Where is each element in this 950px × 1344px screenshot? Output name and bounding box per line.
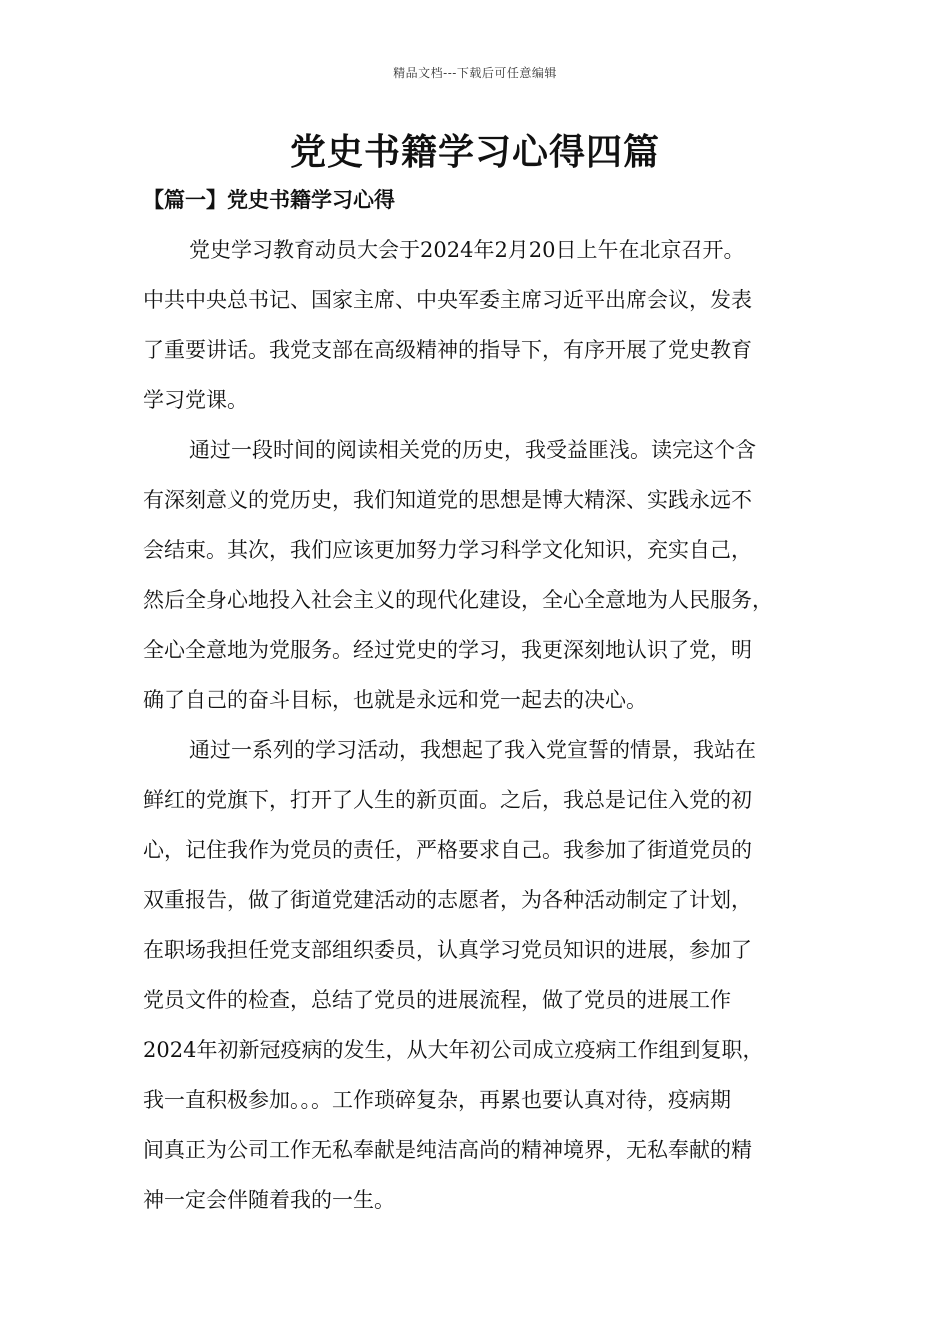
paragraph-3-line: 党员文件的检查，总结了党员的进展流程，做了党员的进展工作: [143, 988, 731, 1012]
paragraph-2-line: 通过一段时间的阅读相关党的历史，我受益匪浅。读完这个含: [189, 438, 756, 462]
paragraph-2-line: 会结束。其次，我们应该更加努力学习科学文化知识，充实自己，: [143, 538, 752, 562]
section-heading: 【篇一】党史书籍学习心得: [143, 187, 395, 212]
paragraph-3-line: 2024年初新冠疫病的发生，从大年初公司成立疫病工作组到复职，: [143, 1038, 764, 1062]
paragraph-2-line: 有深刻意义的党历史，我们知道党的思想是博大精深、实践永远不: [143, 488, 752, 512]
paragraph-1-line: 学习党课。: [143, 388, 248, 412]
paragraph-3-line: 鲜红的党旗下，打开了人生的新页面。之后，我总是记住入党的初: [143, 788, 752, 812]
paragraph-1-line: 中共中央总书记、国家主席、中央军委主席习近平出席会议，发表: [143, 288, 752, 312]
document-title: 党史书籍学习心得四篇: [289, 131, 660, 173]
paragraph-2-line: 全心全意地为党服务。经过党史的学习，我更深刻地认识了党，明: [143, 638, 752, 662]
header-note: 精品文档---下载后可任意编辑: [393, 66, 557, 80]
paragraph-3-line: 我一直积极参加。。。工作琐碎复杂，再累也要认真对待，疫病期: [143, 1088, 731, 1112]
paragraph-3-line: 双重报告，做了街道党建活动的志愿者，为各种活动制定了计划，: [143, 888, 752, 912]
body-text: [143, 232, 823, 1232]
paragraph-1-line: 了重要讲话。我党支部在高级精神的指导下，有序开展了党史教育: [143, 338, 752, 362]
paragraph-3-line: 间真正为公司工作无私奉献是纯洁高尚的精神境界，无私奉献的精: [143, 1138, 752, 1162]
paragraph-2-line: 确了自己的奋斗目标，也就是永远和党一起去的决心。: [143, 688, 647, 712]
paragraph-3-line: 通过一系列的学习活动，我想起了我入党宣誓的情景，我站在: [189, 738, 756, 762]
paragraph-3-line: 心，记住我作为党员的责任，严格要求自己。我参加了街道党员的: [143, 838, 752, 862]
paragraph-1-line: 党史学习教育动员大会于2024年2月20日上午在北京召开。: [189, 238, 745, 262]
paragraph-3-line: 神一定会伴随着我的一生。: [143, 1188, 395, 1212]
paragraph-2-line: 然后全身心地投入社会主义的现代化建设，全心全意地为人民服务，: [143, 588, 773, 612]
paragraph-3-line: 在职场我担任党支部组织委员，认真学习党员知识的进展，参加了: [143, 938, 752, 962]
